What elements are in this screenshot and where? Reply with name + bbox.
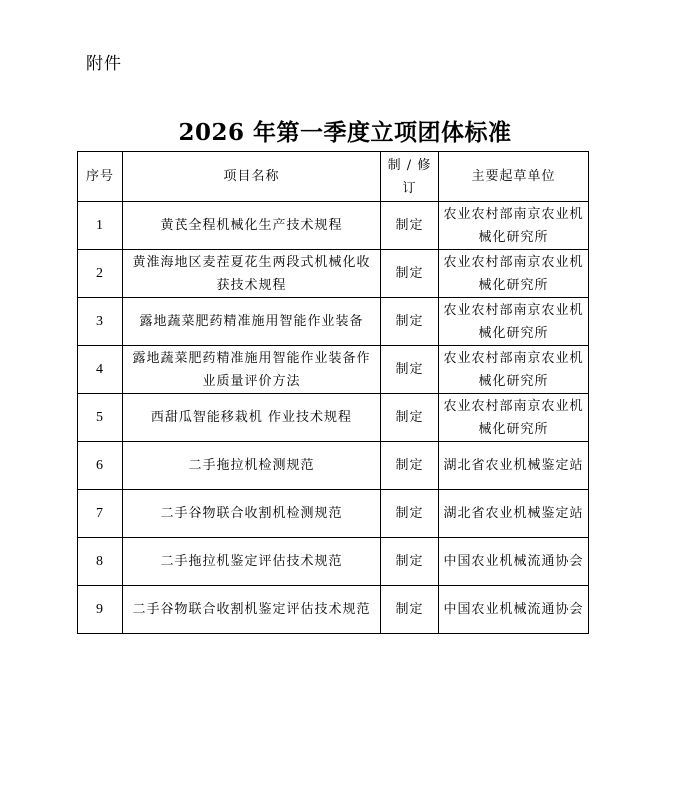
cell-name: 露地蔬菜肥药精准施用智能作业装备: [123, 298, 381, 346]
cell-type: 制定: [381, 442, 439, 490]
cell-num: 9: [78, 586, 123, 634]
cell-type: 制定: [381, 586, 439, 634]
cell-org: 农业农村部南京农业机械化研究所: [439, 202, 589, 250]
table-row: [78, 586, 589, 634]
header-org: 主要起草单位: [439, 152, 589, 202]
cell-num: 4: [78, 346, 123, 394]
header-name: 项目名称: [123, 152, 381, 202]
cell-name: 二手谷物联合收割机鉴定评估技术规范: [123, 586, 381, 634]
standards-table: [77, 151, 589, 634]
cell-name: 二手拖拉机检测规范: [123, 442, 381, 490]
cell-org: 湖北省农业机械鉴定站: [439, 442, 589, 490]
cell-type: 制定: [381, 346, 439, 394]
cell-type: 制定: [381, 250, 439, 298]
cell-num: 6: [78, 442, 123, 490]
cell-org: 中国农业机械流通协会: [439, 538, 589, 586]
table-row: [78, 346, 589, 394]
cell-num: 7: [78, 490, 123, 538]
table-row: [78, 394, 589, 442]
cell-org: 农业农村部南京农业机械化研究所: [439, 298, 589, 346]
table-row: [78, 298, 589, 346]
table-row: [78, 442, 589, 490]
table-row: [78, 490, 589, 538]
page-title: 2026 年第一季度立项团体标准: [178, 119, 512, 146]
table-row: [78, 538, 589, 586]
attachment-label: 附件: [86, 54, 122, 74]
cell-org: 中国农业机械流通协会: [439, 586, 589, 634]
cell-org: 农业农村部南京农业机械化研究所: [439, 346, 589, 394]
cell-org: 农业农村部南京农业机械化研究所: [439, 394, 589, 442]
cell-name: 二手谷物联合收割机检测规范: [123, 490, 381, 538]
cell-name: 西甜瓜智能移栽机 作业技术规程: [123, 394, 381, 442]
cell-num: 1: [78, 202, 123, 250]
cell-type: 制定: [381, 394, 439, 442]
cell-name: 黄芪全程机械化生产技术规程: [123, 202, 381, 250]
cell-type: 制定: [381, 298, 439, 346]
table-header-row: [78, 152, 589, 202]
cell-type: 制定: [381, 202, 439, 250]
header-num: 序号: [78, 152, 123, 202]
cell-org: 湖北省农业机械鉴定站: [439, 490, 589, 538]
cell-num: 5: [78, 394, 123, 442]
cell-org: 农业农村部南京农业机械化研究所: [439, 250, 589, 298]
cell-num: 2: [78, 250, 123, 298]
cell-type: 制定: [381, 538, 439, 586]
cell-num: 3: [78, 298, 123, 346]
cell-name: 露地蔬菜肥药精准施用智能作业装备作业质量评价方法: [123, 346, 381, 394]
cell-type: 制定: [381, 490, 439, 538]
cell-name: 黄淮海地区麦茬夏花生两段式机械化收获技术规程: [123, 250, 381, 298]
cell-num: 8: [78, 538, 123, 586]
header-type: 制 / 修订: [381, 152, 439, 202]
table-row: [78, 202, 589, 250]
table-row: [78, 250, 589, 298]
cell-name: 二手拖拉机鉴定评估技术规范: [123, 538, 381, 586]
